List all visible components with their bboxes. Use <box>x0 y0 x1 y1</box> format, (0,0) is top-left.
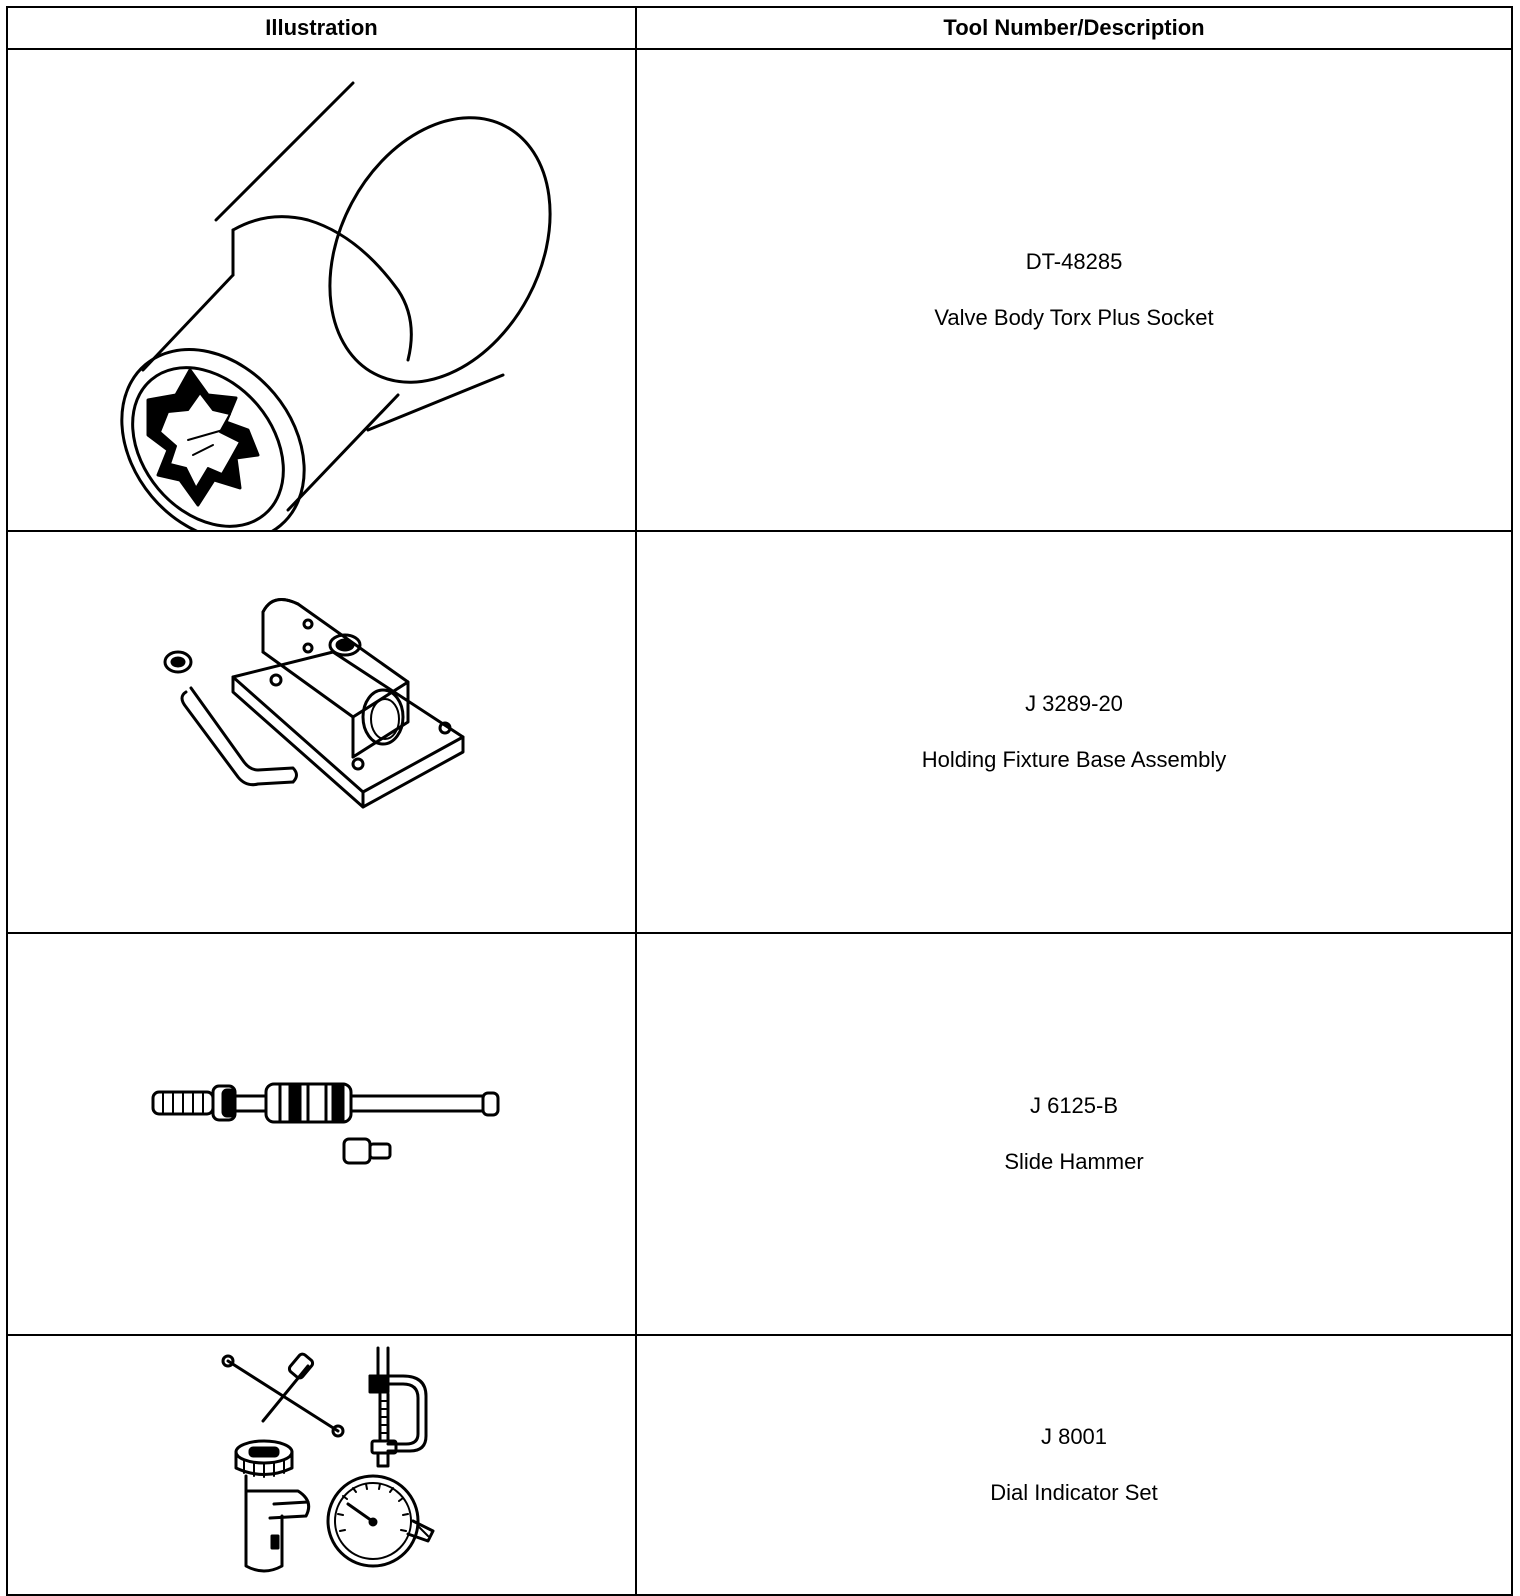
description-cell <box>636 1335 1512 1595</box>
tool-number: J 3289-20 <box>1025 691 1123 716</box>
illustration-cell <box>7 49 636 531</box>
tool-description: Holding Fixture Base Assembly <box>921 747 1227 772</box>
dial-indicator-set-icon <box>8 1336 637 1594</box>
table-row <box>7 1335 1512 1595</box>
tool-description: Dial Indicator Set <box>990 1480 1158 1505</box>
special-tools-table <box>6 6 1513 1596</box>
description-cell <box>636 531 1512 933</box>
description-cell <box>636 933 1512 1335</box>
illustration-cell <box>7 531 636 933</box>
description-cell <box>636 49 1512 531</box>
header-row <box>7 7 1512 49</box>
illustration-cell <box>7 1335 636 1595</box>
tool-description: Valve Body Torx Plus Socket <box>934 305 1214 330</box>
tool-number: DT-48285 <box>1025 249 1123 274</box>
header-tool-description: Tool Number/Description <box>636 7 1512 49</box>
holding-fixture-icon <box>8 532 637 932</box>
table-row <box>7 933 1512 1335</box>
illustration-cell <box>7 933 636 1335</box>
tool-description: Slide Hammer <box>1004 1149 1144 1174</box>
header-illustration: Illustration <box>7 7 636 49</box>
table-row <box>7 531 1512 933</box>
table-row <box>7 49 1512 531</box>
tool-number: J 8001 <box>1040 1424 1108 1449</box>
torx-socket-icon <box>8 50 637 530</box>
slide-hammer-icon <box>8 934 637 1334</box>
tool-number: J 6125-B <box>1029 1093 1119 1118</box>
